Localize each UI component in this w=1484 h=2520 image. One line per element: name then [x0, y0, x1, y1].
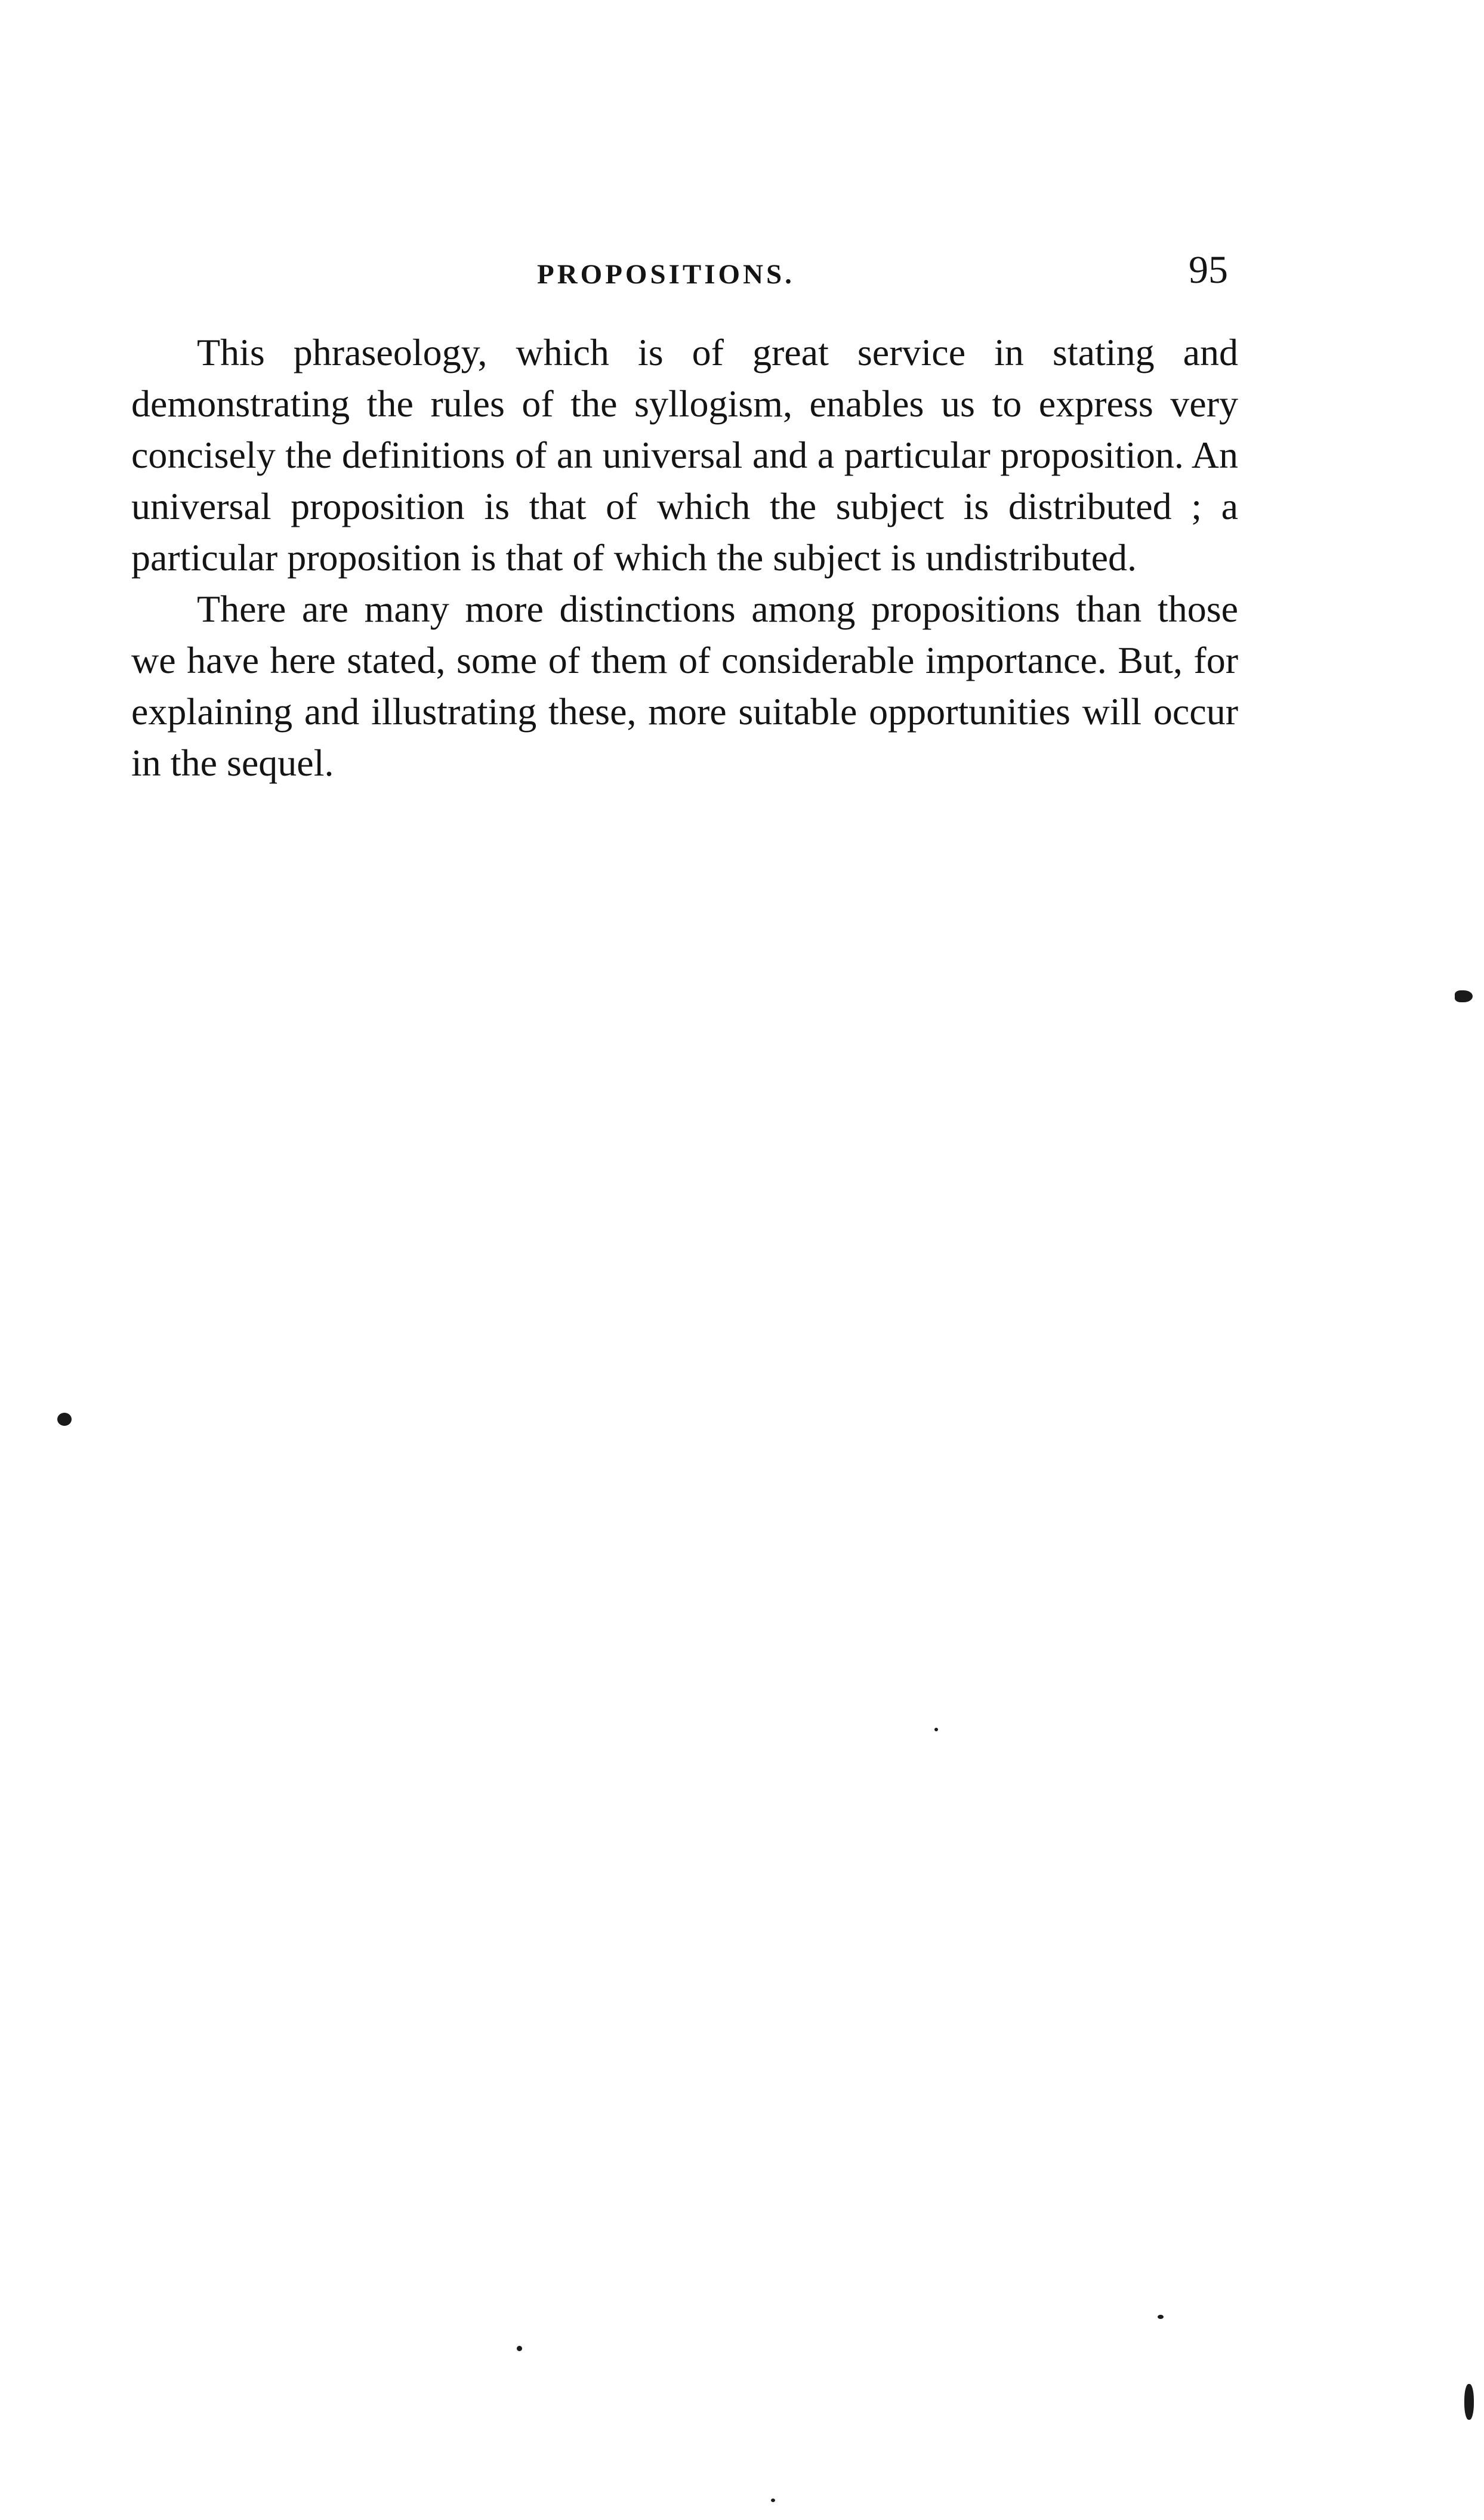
running-title: PROPOSITIONS. — [537, 259, 795, 290]
paragraph: This phraseology, which is of great service in stating and demonstrating the rules of the syllogism, enables us to express very concisely the definitions of an universal and a particular proposition. An universal proposition is that of which the subject is distributed ; a particular proposition is that of which the subject is undistributed. — [131, 331, 1238, 579]
paragraph: There are many more distinctions among propositions than those we have here stated, some of them of considerable importance. But, for explaining and illustrating these, more suitable opportunities will occur in the sequel. — [131, 588, 1238, 784]
body-text — [131, 327, 1238, 789]
ink-speck — [1158, 2315, 1164, 2319]
ink-speck — [57, 1413, 72, 1426]
ink-speck — [517, 2346, 522, 2351]
ink-speck — [934, 1728, 938, 1731]
ink-speck — [1464, 2384, 1474, 2420]
ink-speck — [771, 2499, 775, 2502]
page-number: 95 — [1189, 248, 1228, 292]
running-head — [0, 248, 1484, 295]
ink-speck — [1455, 990, 1473, 1002]
